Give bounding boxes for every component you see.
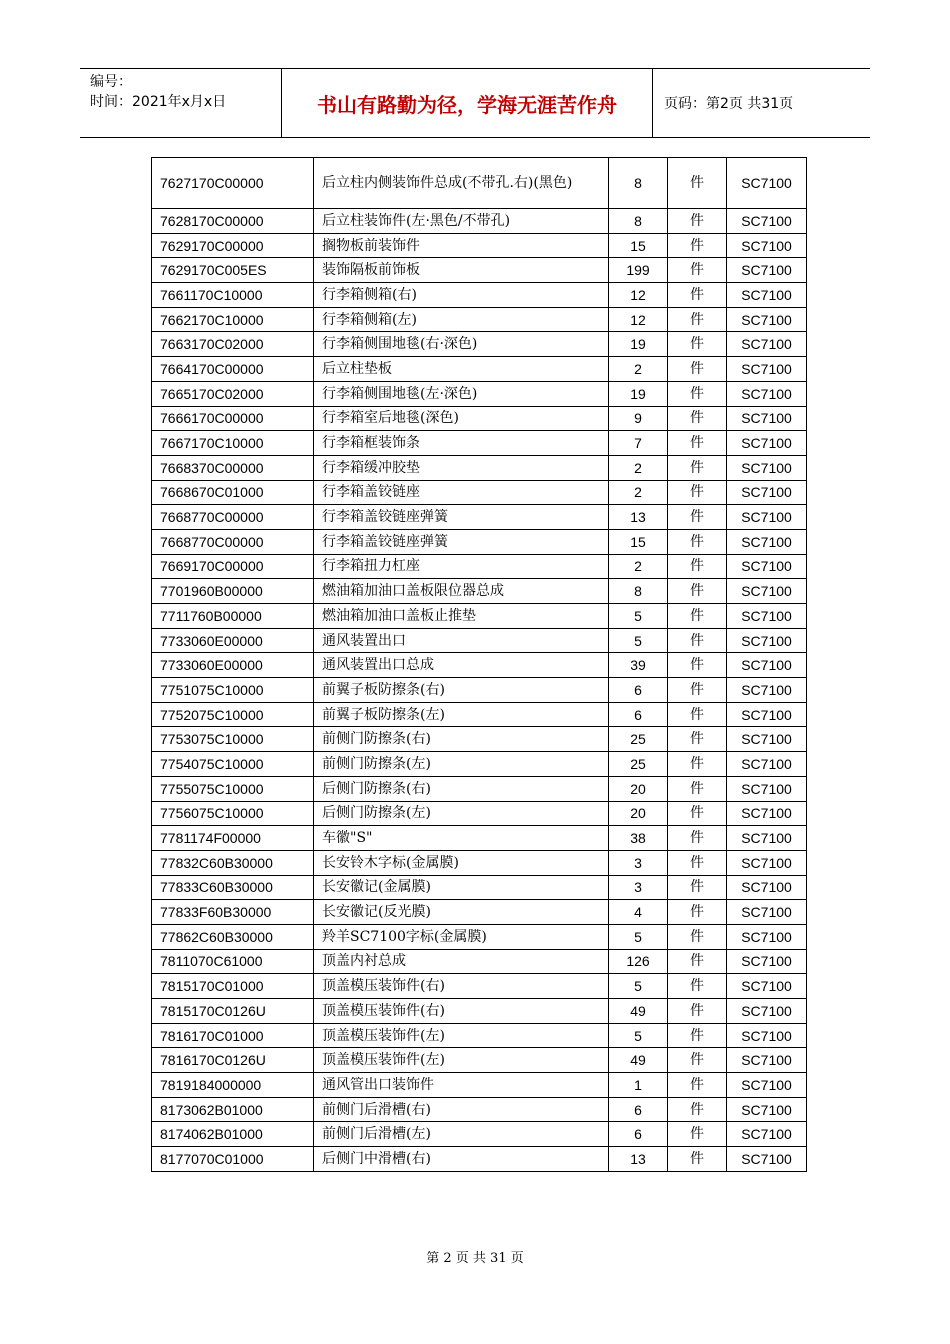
- part-code-cell: 7669170C00000: [152, 554, 314, 579]
- quantity-cell: 12: [609, 307, 668, 332]
- model-cell: SC7100: [727, 1097, 807, 1122]
- quantity-cell: 49: [609, 999, 668, 1024]
- unit-cell: 件: [668, 949, 727, 974]
- part-code-cell: 7668770C00000: [152, 529, 314, 554]
- quantity-cell: 2: [609, 554, 668, 579]
- unit-cell: 件: [668, 554, 727, 579]
- part-name-cell: 行李箱侧围地毯(右·深色): [314, 332, 609, 357]
- part-name-cell: 行李箱盖铰链座弹簧: [314, 505, 609, 530]
- table-row: [152, 949, 807, 974]
- time-label: 时间：2021年x月x日: [90, 94, 227, 110]
- part-name-cell: 后立柱垫板: [314, 357, 609, 382]
- part-name-cell: 行李箱扭力杠座: [314, 554, 609, 579]
- part-code-cell: 7701960B00000: [152, 579, 314, 604]
- model-cell: SC7100: [727, 258, 807, 283]
- unit-cell: 件: [668, 974, 727, 999]
- part-name-cell: 通风装置出口: [314, 628, 609, 653]
- part-name-cell: 顶盖模压装饰件(右): [314, 974, 609, 999]
- part-name-cell: 前翼子板防擦条(右): [314, 678, 609, 703]
- table-row: [152, 604, 807, 629]
- quantity-cell: 9: [609, 406, 668, 431]
- model-cell: SC7100: [727, 283, 807, 308]
- model-cell: SC7100: [727, 653, 807, 678]
- part-code-cell: 7781174F00000: [152, 826, 314, 851]
- table-row: [152, 900, 807, 925]
- part-name-cell: 行李箱侧箱(左): [314, 307, 609, 332]
- quantity-cell: 2: [609, 455, 668, 480]
- page-footer: 第 2 页 共 31 页: [426, 1251, 524, 1266]
- model-cell: SC7100: [727, 1048, 807, 1073]
- quantity-cell: 5: [609, 1023, 668, 1048]
- model-cell: SC7100: [727, 949, 807, 974]
- quantity-cell: 25: [609, 752, 668, 777]
- unit-cell: 件: [668, 900, 727, 925]
- part-name-cell: 前翼子板防擦条(左): [314, 702, 609, 727]
- unit-cell: 件: [668, 801, 727, 826]
- table-row: [152, 1147, 807, 1172]
- unit-cell: 件: [668, 752, 727, 777]
- serial-label: 编号：: [90, 74, 132, 90]
- part-code-cell: 7755075C10000: [152, 776, 314, 801]
- model-cell: SC7100: [727, 307, 807, 332]
- unit-cell: 件: [668, 1073, 727, 1098]
- model-cell: SC7100: [727, 357, 807, 382]
- unit-cell: 件: [668, 999, 727, 1024]
- table-row: [152, 628, 807, 653]
- part-code-cell: 7819184000000: [152, 1073, 314, 1098]
- model-cell: SC7100: [727, 900, 807, 925]
- part-code-cell: 8177070C01000: [152, 1147, 314, 1172]
- table-row: [152, 727, 807, 752]
- part-name-cell: 燃油箱加油口盖板限位器总成: [314, 579, 609, 604]
- model-cell: SC7100: [727, 974, 807, 999]
- model-cell: SC7100: [727, 406, 807, 431]
- quantity-cell: 5: [609, 604, 668, 629]
- part-name-cell: 行李箱盖铰链座弹簧: [314, 529, 609, 554]
- unit-cell: 件: [668, 505, 727, 530]
- parts-table-body: [152, 158, 807, 1172]
- table-row: [152, 233, 807, 258]
- part-name-cell: 后侧门防擦条(右): [314, 776, 609, 801]
- model-cell: SC7100: [727, 1122, 807, 1147]
- part-code-cell: 7664170C00000: [152, 357, 314, 382]
- table-row: [152, 480, 807, 505]
- quantity-cell: 25: [609, 727, 668, 752]
- model-cell: SC7100: [727, 158, 807, 209]
- part-code-cell: 7665170C02000: [152, 381, 314, 406]
- quantity-cell: 8: [609, 158, 668, 209]
- table-row: [152, 702, 807, 727]
- table-row: [152, 357, 807, 382]
- unit-cell: 件: [668, 455, 727, 480]
- part-code-cell: 7753075C10000: [152, 727, 314, 752]
- model-cell: SC7100: [727, 628, 807, 653]
- quantity-cell: 13: [609, 505, 668, 530]
- table-row: [152, 801, 807, 826]
- unit-cell: 件: [668, 678, 727, 703]
- part-name-cell: 行李箱室后地毯(深色): [314, 406, 609, 431]
- unit-cell: 件: [668, 406, 727, 431]
- unit-cell: 件: [668, 258, 727, 283]
- table-row: [152, 999, 807, 1024]
- part-code-cell: 7756075C10000: [152, 801, 314, 826]
- part-code-cell: 7815170C0126U: [152, 999, 314, 1024]
- part-name-cell: 通风装置出口总成: [314, 653, 609, 678]
- part-code-cell: 7666170C00000: [152, 406, 314, 431]
- model-cell: SC7100: [727, 801, 807, 826]
- quantity-cell: 20: [609, 776, 668, 801]
- table-row: [152, 1097, 807, 1122]
- part-name-cell: 前侧门后滑槽(左): [314, 1122, 609, 1147]
- quantity-cell: 12: [609, 283, 668, 308]
- quantity-cell: 19: [609, 332, 668, 357]
- model-cell: SC7100: [727, 875, 807, 900]
- unit-cell: 件: [668, 283, 727, 308]
- model-cell: SC7100: [727, 826, 807, 851]
- quantity-cell: 15: [609, 529, 668, 554]
- model-cell: SC7100: [727, 924, 807, 949]
- unit-cell: 件: [668, 1023, 727, 1048]
- quantity-cell: 126: [609, 949, 668, 974]
- table-row: [152, 1023, 807, 1048]
- part-code-cell: 7663170C02000: [152, 332, 314, 357]
- table-row: [152, 209, 807, 234]
- part-name-cell: 前侧门后滑槽(右): [314, 1097, 609, 1122]
- model-cell: SC7100: [727, 850, 807, 875]
- model-cell: SC7100: [727, 431, 807, 456]
- table-row: [152, 752, 807, 777]
- part-name-cell: 顶盖内衬总成: [314, 949, 609, 974]
- header-page-info: 页码：第2页 共31页: [664, 96, 794, 112]
- model-cell: SC7100: [727, 999, 807, 1024]
- quantity-cell: 13: [609, 1147, 668, 1172]
- model-cell: SC7100: [727, 1023, 807, 1048]
- table-row: [152, 875, 807, 900]
- parts-table: [151, 157, 807, 1172]
- part-name-cell: 燃油箱加油口盖板止推垫: [314, 604, 609, 629]
- unit-cell: 件: [668, 850, 727, 875]
- table-row: [152, 283, 807, 308]
- quantity-cell: 5: [609, 628, 668, 653]
- part-name-cell: 羚羊SC7100字标(金属膜): [314, 924, 609, 949]
- quantity-cell: 7: [609, 431, 668, 456]
- quantity-cell: 6: [609, 678, 668, 703]
- part-name-cell: 行李箱侧箱(右): [314, 283, 609, 308]
- model-cell: SC7100: [727, 233, 807, 258]
- quantity-cell: 38: [609, 826, 668, 851]
- quantity-cell: 4: [609, 900, 668, 925]
- unit-cell: 件: [668, 653, 727, 678]
- part-name-cell: 前侧门防擦条(左): [314, 752, 609, 777]
- header-meta: [80, 69, 280, 137]
- part-code-cell: 8173062B01000: [152, 1097, 314, 1122]
- unit-cell: 件: [668, 604, 727, 629]
- unit-cell: 件: [668, 381, 727, 406]
- unit-cell: 件: [668, 727, 727, 752]
- part-code-cell: 7668370C00000: [152, 455, 314, 480]
- quantity-cell: 15: [609, 233, 668, 258]
- unit-cell: 件: [668, 431, 727, 456]
- table-row: [152, 1048, 807, 1073]
- part-name-cell: 通风管出口装饰件: [314, 1073, 609, 1098]
- table-row: [152, 924, 807, 949]
- quantity-cell: 199: [609, 258, 668, 283]
- part-name-cell: 后侧门中滑槽(右): [314, 1147, 609, 1172]
- header-motto: 书山有路勤为径，学海无涯苦作舟: [281, 69, 653, 137]
- table-row: [152, 1073, 807, 1098]
- model-cell: SC7100: [727, 727, 807, 752]
- quantity-cell: 8: [609, 579, 668, 604]
- model-cell: SC7100: [727, 455, 807, 480]
- part-code-cell: 7628170C00000: [152, 209, 314, 234]
- part-code-cell: 7815170C01000: [152, 974, 314, 999]
- unit-cell: 件: [668, 1048, 727, 1073]
- quantity-cell: 49: [609, 1048, 668, 1073]
- unit-cell: 件: [668, 529, 727, 554]
- quantity-cell: 8: [609, 209, 668, 234]
- unit-cell: 件: [668, 1122, 727, 1147]
- part-name-cell: 后立柱内侧装饰件总成(不带孔.右)(黑色): [314, 158, 609, 209]
- quantity-cell: 5: [609, 924, 668, 949]
- part-name-cell: 装饰隔板前饰板: [314, 258, 609, 283]
- part-code-cell: 7667170C10000: [152, 431, 314, 456]
- model-cell: SC7100: [727, 579, 807, 604]
- unit-cell: 件: [668, 209, 727, 234]
- part-code-cell: 7662170C10000: [152, 307, 314, 332]
- part-code-cell: 7629170C005ES: [152, 258, 314, 283]
- model-cell: SC7100: [727, 505, 807, 530]
- model-cell: SC7100: [727, 381, 807, 406]
- table-row: [152, 1122, 807, 1147]
- model-cell: SC7100: [727, 332, 807, 357]
- part-code-cell: 7668770C00000: [152, 505, 314, 530]
- model-cell: SC7100: [727, 1073, 807, 1098]
- part-name-cell: 长安铃木字标(金属膜): [314, 850, 609, 875]
- part-code-cell: 77833C60B30000: [152, 875, 314, 900]
- table-row: [152, 529, 807, 554]
- model-cell: SC7100: [727, 752, 807, 777]
- model-cell: SC7100: [727, 702, 807, 727]
- quantity-cell: 19: [609, 381, 668, 406]
- page-header: [80, 68, 870, 138]
- part-name-cell: 后侧门防擦条(左): [314, 801, 609, 826]
- model-cell: SC7100: [727, 529, 807, 554]
- quantity-cell: 6: [609, 1122, 668, 1147]
- table-row: [152, 158, 807, 209]
- unit-cell: 件: [668, 1147, 727, 1172]
- unit-cell: 件: [668, 776, 727, 801]
- table-row: [152, 826, 807, 851]
- table-row: [152, 653, 807, 678]
- part-name-cell: 行李箱框装饰条: [314, 431, 609, 456]
- table-row: [152, 579, 807, 604]
- part-code-cell: 7751075C10000: [152, 678, 314, 703]
- table-row: [152, 455, 807, 480]
- part-name-cell: 前侧门防擦条(右): [314, 727, 609, 752]
- table-row: [152, 505, 807, 530]
- part-name-cell: 长安徽记(金属膜): [314, 875, 609, 900]
- unit-cell: 件: [668, 332, 727, 357]
- part-code-cell: 8174062B01000: [152, 1122, 314, 1147]
- quantity-cell: 20: [609, 801, 668, 826]
- part-code-cell: 77833F60B30000: [152, 900, 314, 925]
- part-name-cell: 后立柱装饰件(左·黑色/不带孔): [314, 209, 609, 234]
- part-code-cell: 7811070C61000: [152, 949, 314, 974]
- part-code-cell: 7816170C01000: [152, 1023, 314, 1048]
- quantity-cell: 39: [609, 653, 668, 678]
- unit-cell: 件: [668, 875, 727, 900]
- table-row: [152, 974, 807, 999]
- part-name-cell: 行李箱盖铰链座: [314, 480, 609, 505]
- part-code-cell: 7733060E00000: [152, 628, 314, 653]
- part-code-cell: 7668670C01000: [152, 480, 314, 505]
- table-row: [152, 332, 807, 357]
- table-row: [152, 431, 807, 456]
- unit-cell: 件: [668, 826, 727, 851]
- quantity-cell: 6: [609, 702, 668, 727]
- part-name-cell: 行李箱缓冲胶垫: [314, 455, 609, 480]
- unit-cell: 件: [668, 1097, 727, 1122]
- table-row: [152, 258, 807, 283]
- quantity-cell: 3: [609, 875, 668, 900]
- part-name-cell: 顶盖模压装饰件(左): [314, 1048, 609, 1073]
- table-row: [152, 850, 807, 875]
- part-code-cell: 7752075C10000: [152, 702, 314, 727]
- unit-cell: 件: [668, 628, 727, 653]
- part-name-cell: 顶盖模压装饰件(右): [314, 999, 609, 1024]
- table-row: [152, 381, 807, 406]
- part-code-cell: 7661170C10000: [152, 283, 314, 308]
- part-code-cell: 7816170C0126U: [152, 1048, 314, 1073]
- unit-cell: 件: [668, 357, 727, 382]
- quantity-cell: 2: [609, 357, 668, 382]
- model-cell: SC7100: [727, 1147, 807, 1172]
- unit-cell: 件: [668, 480, 727, 505]
- part-code-cell: 77832C60B30000: [152, 850, 314, 875]
- unit-cell: 件: [668, 233, 727, 258]
- table-row: [152, 776, 807, 801]
- quantity-cell: 6: [609, 1097, 668, 1122]
- part-name-cell: 长安徽记(反光膜): [314, 900, 609, 925]
- part-code-cell: 7627170C00000: [152, 158, 314, 209]
- table-row: [152, 678, 807, 703]
- unit-cell: 件: [668, 924, 727, 949]
- part-code-cell: 7629170C00000: [152, 233, 314, 258]
- model-cell: SC7100: [727, 480, 807, 505]
- part-code-cell: 77862C60B30000: [152, 924, 314, 949]
- model-cell: SC7100: [727, 678, 807, 703]
- model-cell: SC7100: [727, 554, 807, 579]
- table-row: [152, 307, 807, 332]
- part-name-cell: 搁物板前装饰件: [314, 233, 609, 258]
- model-cell: SC7100: [727, 776, 807, 801]
- part-name-cell: 车徽"S": [314, 826, 609, 851]
- unit-cell: 件: [668, 307, 727, 332]
- model-cell: SC7100: [727, 604, 807, 629]
- unit-cell: 件: [668, 579, 727, 604]
- quantity-cell: 2: [609, 480, 668, 505]
- part-code-cell: 7733060E00000: [152, 653, 314, 678]
- quantity-cell: 3: [609, 850, 668, 875]
- table-row: [152, 554, 807, 579]
- part-name-cell: 行李箱侧围地毯(左·深色): [314, 381, 609, 406]
- part-code-cell: 7754075C10000: [152, 752, 314, 777]
- part-code-cell: 7711760B00000: [152, 604, 314, 629]
- table-row: [152, 406, 807, 431]
- unit-cell: 件: [668, 158, 727, 209]
- quantity-cell: 5: [609, 974, 668, 999]
- quantity-cell: 1: [609, 1073, 668, 1098]
- part-name-cell: 顶盖模压装饰件(左): [314, 1023, 609, 1048]
- model-cell: SC7100: [727, 209, 807, 234]
- unit-cell: 件: [668, 702, 727, 727]
